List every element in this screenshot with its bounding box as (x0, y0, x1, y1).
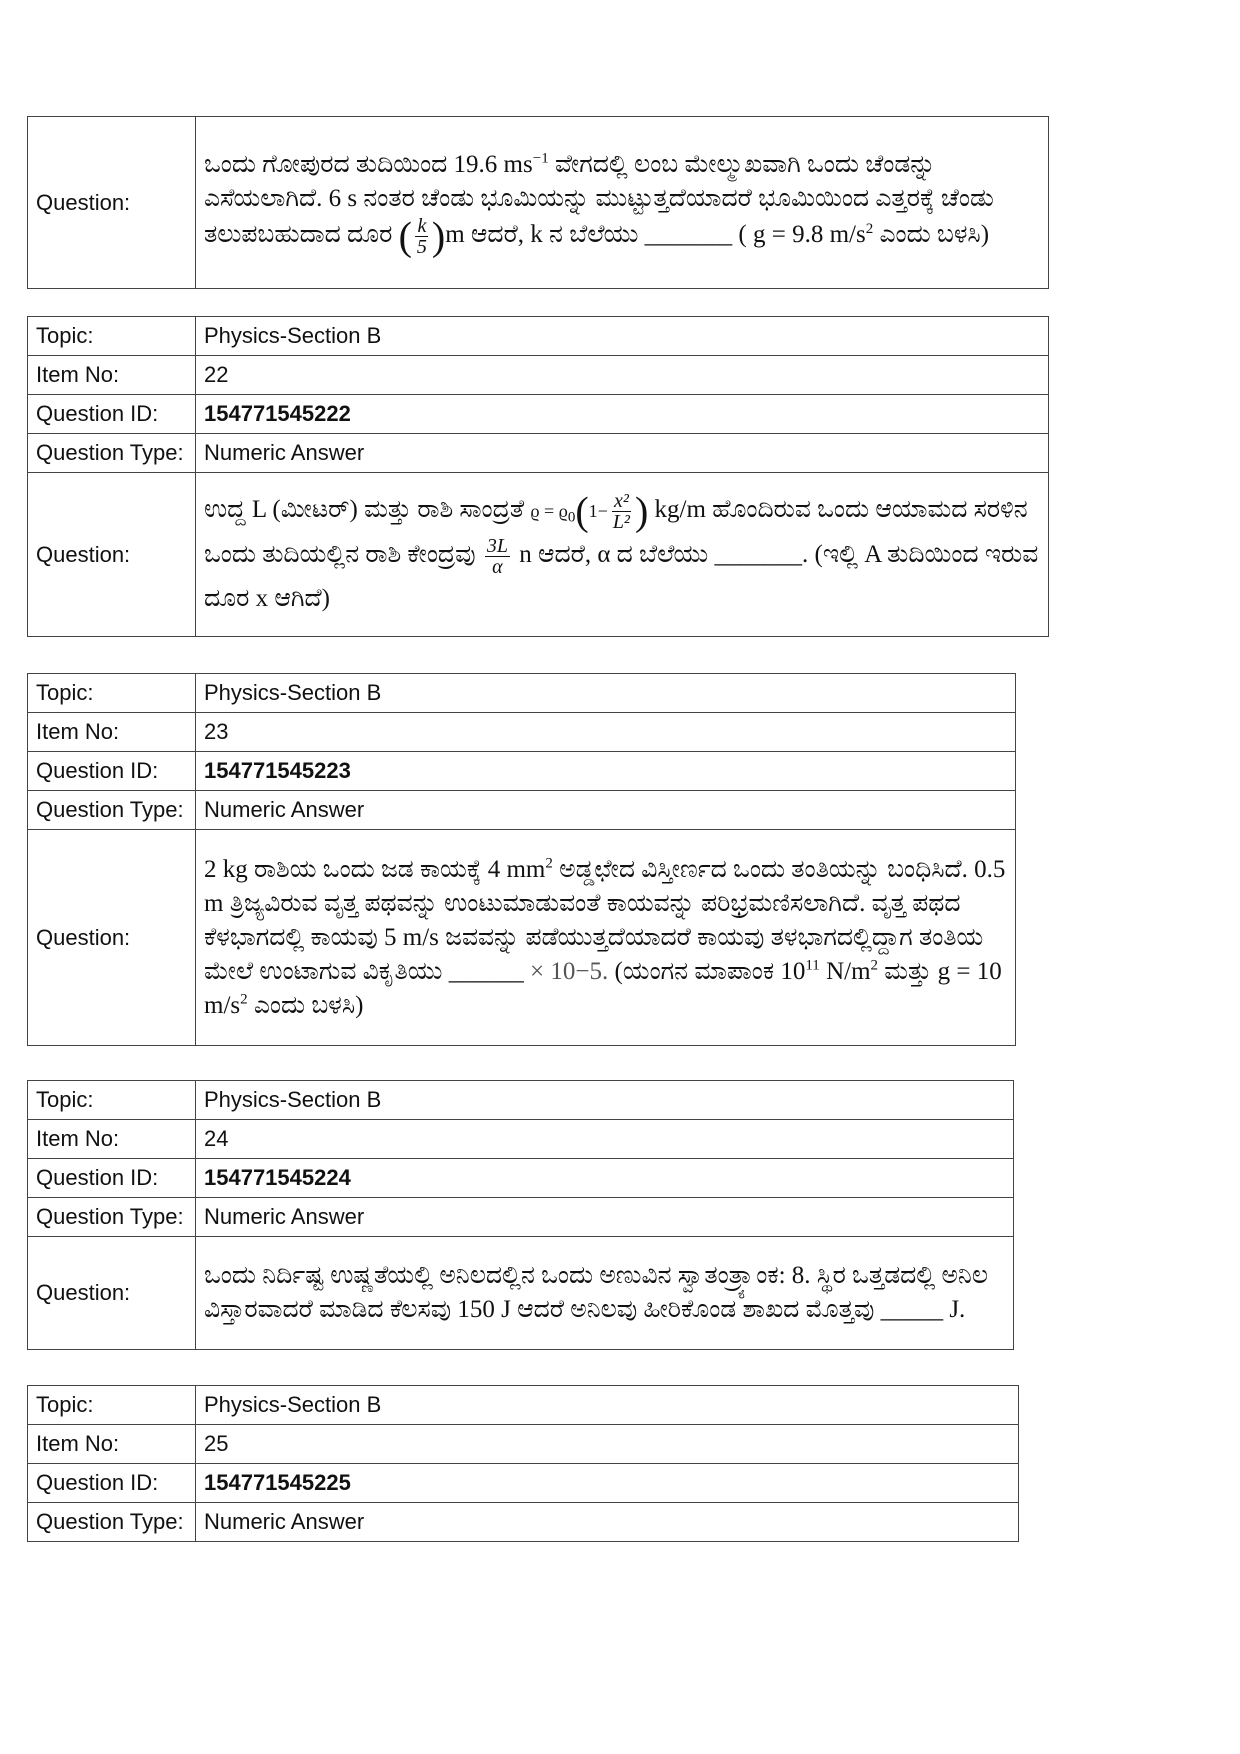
topic-row (28, 317, 1049, 356)
topic-row (28, 674, 1016, 713)
question-id-row (28, 1159, 1014, 1198)
question-text: 2 kg ರಾಶಿಯ ಒಂದು ಜಡ ಕಾಯಕ್ಕೆ 4 $mm^2$ ಅಡ್ಡಛೇದ ವಿಸ್ತೀರ್ಣದ ಒಂದು ತಂತಿಯನ್ನು ಬಂಧಿಸಿದೆ. 0.5 m ತ್ರಿಜ್ಯವಿರುವ ವೃತ್ತ ಪಥವನ್ನು ಉಂಟುಮಾಡುವಂತೆ ಕಾಯವನ್ನು ಪರಿಭ್ರಮಣಿಸಲಾಗಿದೆ. ವೃತ್ತ ಪಥದ ಕೆಳಭಾಗದಲ್ಲಿ ಕಾಯವು 5 m/s ಜವವನ್ನು ಪಡೆಯುತ್ತದೆಯಾದರೆ ಕಾಯವು ತಳಭಾಗದಲ್ಲಿದ್ದಾಗ ತಂತಿಯ ಮೇಲೆ ಉಂಟಾಗುವ ವಿಕೃತಿಯು ______ × 10−5. (ಯಂಗನ ಮಾಪಾಂಕ $10^{11}$ $N/m^2$ ಮತ್ತು g = 10 $m/s^2$ ಎಂದು ಬಳಸಿ) (196, 830, 1016, 1046)
question-id-row (28, 752, 1016, 791)
question-id-value: 154771545225 (196, 1464, 1019, 1503)
question-row (28, 473, 1049, 637)
question-text: ಒಂದು ಗೋಪುರದ ತುದಿಯಿಂದ 19.6 $ms^{-1}$ ವೇಗದಲ್ಲಿ ಲಂಬ ಮೇಲ್ಮುಖವಾಗಿ ಒಂದು ಚೆಂಡನ್ನು ಎಸೆಯಲಾಗಿದೆ. 6 s ನಂತರ ಚೆಂಡು ಭೂಮಿಯನ್ನು ಮುಟ್ಟುತ್ತದೆಯಾದರೆ ಭೂಮಿಯಿಂದ ಎತ್ತರಕ್ಕೆ ಚೆಂಡು ತಲುಪಬಹುದಾದ ದೂರ ( $\frac{k}{5}$ )m ಆದರೆ, k ನ ಬೆಲೆಯು _______ ( g = 9.8 $m/s^2$ ಎಂದು ಬಳಸಿ) (196, 117, 1049, 289)
question-row (28, 1237, 1014, 1350)
question-type-row (28, 791, 1016, 830)
question-label: Question: (28, 473, 196, 637)
question-id-label: Question ID: (28, 1159, 196, 1198)
question-block-23 (27, 673, 1016, 1046)
question-row (28, 117, 1049, 289)
question-type-value: Numeric Answer (196, 1198, 1014, 1237)
item-no-label: Item No: (28, 1120, 196, 1159)
item-no-value: 22 (196, 356, 1049, 395)
question-row (28, 830, 1016, 1046)
item-no-value: 23 (196, 713, 1016, 752)
item-no-row (28, 1120, 1014, 1159)
question-block-25 (27, 1385, 1019, 1542)
question-type-value: Numeric Answer (196, 791, 1016, 830)
question-id-value: 154771545223 (196, 752, 1016, 791)
question-block-24 (27, 1080, 1014, 1350)
question-type-value: Numeric Answer (196, 1503, 1019, 1542)
topic-value: Physics-Section B (196, 1386, 1019, 1425)
question-block-22 (27, 316, 1049, 637)
question-type-row (28, 1198, 1014, 1237)
question-id-label: Question ID: (28, 1464, 196, 1503)
topic-value: Physics-Section B (196, 1081, 1014, 1120)
item-no-row (28, 356, 1049, 395)
question-label: Question: (28, 830, 196, 1046)
item-no-label: Item No: (28, 713, 196, 752)
question-label: Question: (28, 117, 196, 289)
topic-label: Topic: (28, 1386, 196, 1425)
topic-row (28, 1386, 1019, 1425)
question-id-row (28, 395, 1049, 434)
question-label: Question: (28, 1237, 196, 1350)
item-no-row (28, 713, 1016, 752)
question-type-label: Question Type: (28, 434, 196, 473)
question-type-row (28, 1503, 1019, 1542)
question-type-row (28, 434, 1049, 473)
question-block-21 (27, 116, 1049, 289)
item-no-label: Item No: (28, 1425, 196, 1464)
item-no-value: 24 (196, 1120, 1014, 1159)
question-type-label: Question Type: (28, 1198, 196, 1237)
question-id-value: 154771545224 (196, 1159, 1014, 1198)
item-no-value: 25 (196, 1425, 1019, 1464)
topic-value: Physics-Section B (196, 674, 1016, 713)
question-text: ಒಂದು ನಿರ್ದಿಷ್ಟ ಉಷ್ಣತೆಯಲ್ಲಿ ಅನಿಲದಲ್ಲಿನ ಒಂದು ಅಣುವಿನ ಸ್ವಾತಂತ್ರ್ಯಾಂಕ: 8. ಸ್ಥಿರ ಒತ್ತಡದಲ್ಲಿ ಅನಿಲ ವಿಸ್ತಾರವಾದರೆ ಮಾಡಿದ ಕೆಲಸವು 150 J ಆದರೆ ಅನಿಲವು ಹೀರಿಕೊಂಡ ಶಾಖದ ಮೊತ್ತವು _____ J. (196, 1237, 1014, 1350)
question-id-row (28, 1464, 1019, 1503)
question-type-label: Question Type: (28, 1503, 196, 1542)
question-id-value: 154771545222 (196, 395, 1049, 434)
question-id-label: Question ID: (28, 395, 196, 434)
topic-value: Physics-Section B (196, 317, 1049, 356)
item-no-label: Item No: (28, 356, 196, 395)
question-id-label: Question ID: (28, 752, 196, 791)
question-type-label: Question Type: (28, 791, 196, 830)
item-no-row (28, 1425, 1019, 1464)
topic-label: Topic: (28, 674, 196, 713)
topic-label: Topic: (28, 1081, 196, 1120)
question-type-value: Numeric Answer (196, 434, 1049, 473)
question-text: ಉದ್ದ L (ಮೀಟರ್) ಮತ್ತು ರಾಶಿ ಸಾಂದ್ರತೆ $ϱ = ϱ_0(1-$ $\frac{\text{x²}}{\text{L²}}$ ) kg/m ಹೊಂದಿರುವ ಒಂದು ಆಯಾಮದ ಸರಳಿನ ಒಂದು ತುದಿಯಲ್ಲಿನ ರಾಶಿ ಕೇಂದ್ರವು $\frac{3L}{\alpha}$ n ಆದರೆ, α ದ ಬೆಲೆಯು _______. (ಇಲ್ಲಿ A ತುದಿಯಿಂದ ಇರುವ ದೂರ x ಆಗಿದೆ) (196, 473, 1049, 637)
topic-label: Topic: (28, 317, 196, 356)
topic-row (28, 1081, 1014, 1120)
